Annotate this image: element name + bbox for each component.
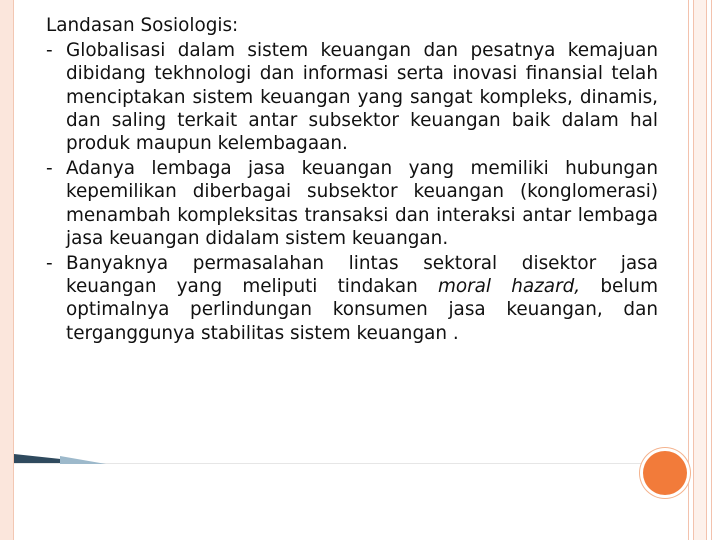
slide-heading: Landasan Sosiologis: bbox=[46, 15, 239, 36]
card-shadow-light bbox=[60, 456, 106, 464]
list-item-text-part: belum optimalnya perlindungan konsumen jasa keuangan, dan terganggunya stabilitas sistem keuangan . bbox=[66, 276, 658, 344]
right-frame-fill bbox=[694, 0, 706, 540]
list-item-text: Adanya lembaga jasa keuangan yang memiliki hubungan kepemilikan diberbagai subsektor keuangan (konglomerasi) menambah kompleksitas transaksi dan interaksi antar lembaga jasa keuangan didalam sistem keuangan. bbox=[66, 158, 658, 249]
left-frame-bar bbox=[0, 0, 13, 540]
emphasis-text: moral hazard, bbox=[437, 276, 581, 298]
list-item-text: Globalisasi dalam sistem keuangan dan pesatnya kemajuan dibidang tekhnologi dan informasi serta inovasi finansial telah menciptakan sistem keuangan yang sangat kompleks, dinamis, dan saling terkait antar subsektor keuangan baik dalam hal produk maupun kelembagaan. bbox=[66, 40, 658, 155]
list-item bbox=[46, 39, 658, 155]
list-item-text bbox=[66, 253, 658, 344]
right-frame-line bbox=[706, 0, 707, 540]
slide-content bbox=[46, 14, 658, 345]
bullet-dash: - bbox=[46, 253, 53, 275]
right-frame-line bbox=[711, 0, 712, 540]
list-item-text-part: Banyaknya permasalahan lintas sektoral disektor jasa keuangan yang meliputi tindakan bbox=[66, 253, 658, 298]
list-item bbox=[46, 157, 658, 250]
decorative-circle bbox=[643, 451, 687, 495]
list-item bbox=[46, 252, 658, 345]
right-frame-line bbox=[688, 0, 689, 540]
bullet-dash: - bbox=[46, 40, 53, 62]
right-frame-line bbox=[693, 0, 694, 540]
bullet-dash: - bbox=[46, 158, 53, 180]
